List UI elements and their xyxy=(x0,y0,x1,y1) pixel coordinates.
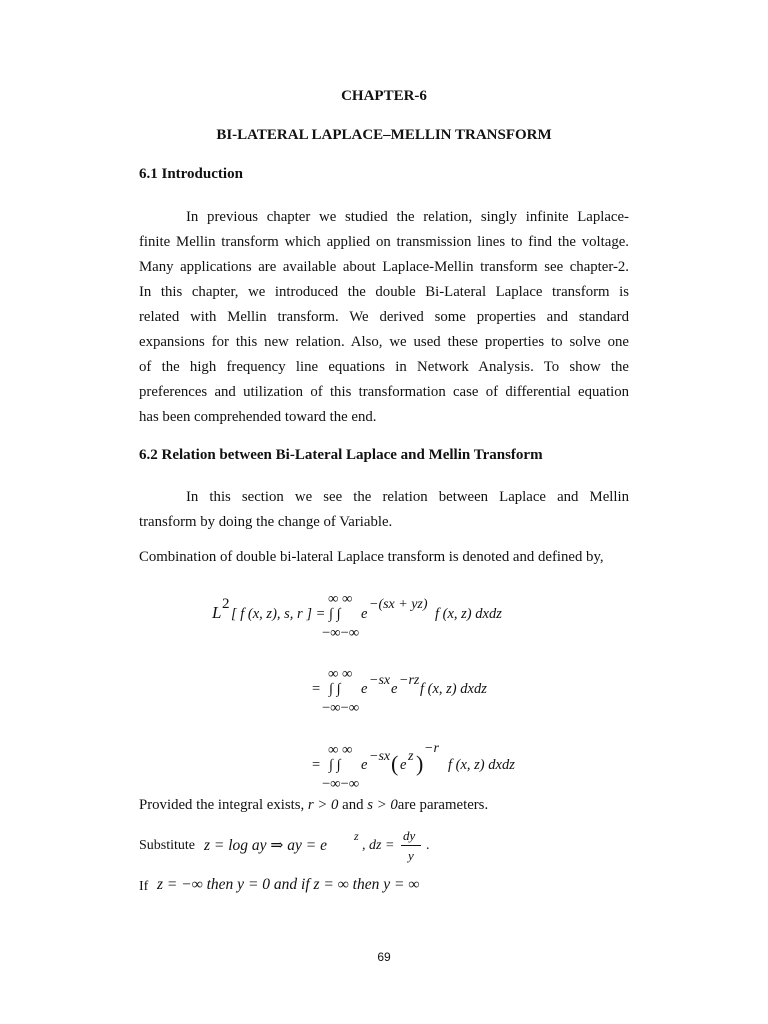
substitution-exponent: z xyxy=(354,829,359,843)
substitution-expression: z = log ay ⇒ ay = e xyxy=(204,837,328,854)
exponent: −rz xyxy=(399,673,420,688)
equals-sign: = xyxy=(312,681,321,697)
chapter-number: CHAPTER-6 xyxy=(341,88,427,104)
integral-upper-limits: ∞ ∞ xyxy=(328,591,353,607)
fraction-numerator: dy xyxy=(403,828,416,843)
limits-statement: z = −∞ then y = 0 and if z = ∞ then y = ∞ xyxy=(157,876,420,893)
paragraph-line: of the high frequency line equations in Network Analysis. To show the xyxy=(139,359,629,375)
exponent: −sx xyxy=(369,749,391,764)
exponent: −sx xyxy=(369,673,391,688)
exponential-base: e xyxy=(361,681,368,697)
section-heading-relation: 6.2 Relation between Bi-Lateral Laplace and Mellin Transform xyxy=(139,447,543,463)
provided-and: and xyxy=(342,797,364,813)
integrand: f (x, z) dxdz xyxy=(435,606,502,622)
relation-paragraph xyxy=(139,485,629,535)
if-label: If xyxy=(139,879,149,894)
left-paren: ( xyxy=(391,751,399,776)
substitute-label: Substitute xyxy=(139,838,196,853)
exponential-base: e xyxy=(361,757,368,773)
integral-signs: ∫ ∫ xyxy=(329,757,341,773)
outer-exponent: −r xyxy=(424,741,439,756)
section-heading-introduction: 6.1 Introduction xyxy=(139,166,243,182)
inner-exponent: z xyxy=(408,749,414,764)
paragraph-line: transform by doing the change of Variable. xyxy=(139,514,393,530)
fraction-denominator: y xyxy=(408,848,414,863)
integral-lower-limits: −∞−∞ xyxy=(322,700,360,716)
paragraph-line: related with Mellin transform. We derived some properties and standard xyxy=(139,309,629,325)
exponential-base: e xyxy=(361,606,368,622)
laplace-operator: L xyxy=(212,603,222,622)
paragraph-line: finite Mellin transform which applied on transmission lines to find the voltage. xyxy=(139,234,629,250)
integrand: f (x, z) dxdz xyxy=(420,681,487,697)
exponent: −(sx + yz) xyxy=(369,597,428,612)
paragraph-line: preferences and utilization of this transformation case of differential equation xyxy=(139,384,629,400)
dz-equals: , dz = xyxy=(362,838,395,853)
integral-signs: ∫ ∫ xyxy=(329,606,341,622)
provided-line xyxy=(139,797,488,814)
laplace-power: 2 xyxy=(222,596,230,612)
definition-line: Combination of double bi-lateral Laplace transform is denoted and defined by, xyxy=(139,549,604,565)
integrand: f (x, z) dxdz xyxy=(448,757,515,773)
integral-signs: ∫ ∫ xyxy=(329,681,341,697)
integral-upper-limits: ∞ ∞ xyxy=(328,742,353,758)
paragraph-line: has been comprehended toward the end. xyxy=(139,409,377,425)
integral-upper-limits: ∞ ∞ xyxy=(328,666,353,682)
condition-s: s > 0 xyxy=(367,797,398,813)
condition-r: r > 0 xyxy=(307,797,339,813)
fraction-bar xyxy=(401,845,421,846)
exponential-base: e xyxy=(400,757,407,773)
equals-sign: = xyxy=(312,757,321,773)
page-number: 69 xyxy=(377,950,391,964)
integral-lower-limits: −∞−∞ xyxy=(322,776,360,792)
exponential-base: e xyxy=(391,681,398,697)
introduction-paragraph xyxy=(139,205,629,430)
paragraph-line: In this section we see the relation between Laplace and Mellin xyxy=(186,489,629,505)
right-paren: ) xyxy=(416,751,424,776)
lhs-arguments: [ f (x, z), s, r ] = xyxy=(231,606,326,622)
chapter-title: BI-LATERAL LAPLACE–MELLIN TRANSFORM xyxy=(216,127,552,143)
paragraph-line: expansions for this new relation. Also, we used these properties to solve one xyxy=(139,334,629,350)
paragraph-line: Many applications are available about Laplace-Mellin transform see chapter-2. xyxy=(139,259,629,275)
paragraph-line: In this chapter, we introduced the double Bi-Lateral Laplace transform is xyxy=(139,284,629,300)
provided-suffix: are parameters. xyxy=(397,797,489,813)
paragraph-line: In previous chapter we studied the relation, singly infinite Laplace- xyxy=(186,209,629,225)
substitute-period: . xyxy=(426,838,430,853)
integral-lower-limits: −∞−∞ xyxy=(322,625,360,641)
provided-prefix: Provided the integral exists, xyxy=(139,797,305,813)
